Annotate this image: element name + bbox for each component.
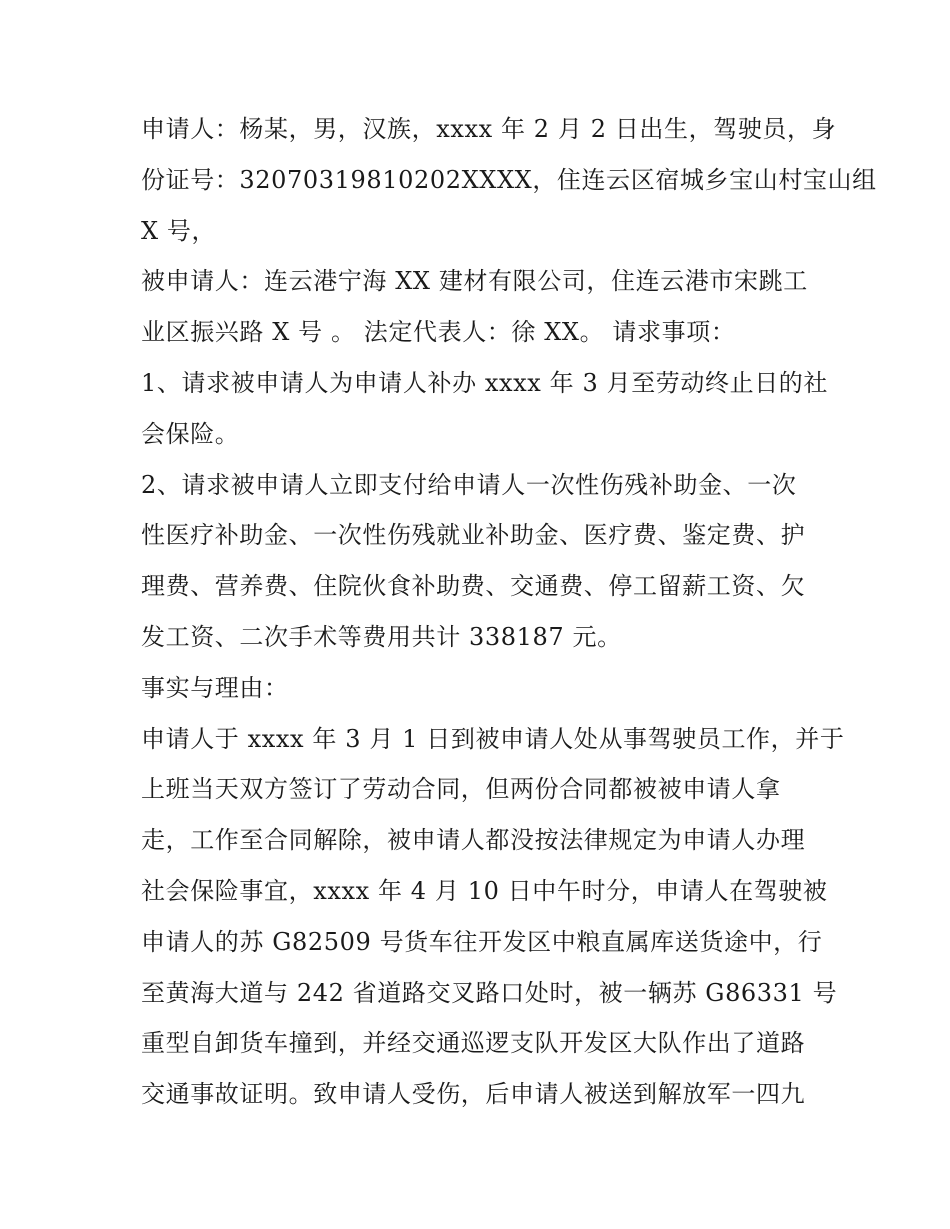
- request-item-1-line-2: 会保险。: [141, 419, 240, 448]
- facts-line-3: 走，工作至合同解除，被申请人都没按法律规定为申请人办理: [141, 826, 806, 855]
- facts-line-2: 上班当天双方签订了劳动合同，但两份合同都被被申请人拿: [141, 775, 781, 804]
- applicant-line-1: 申请人：杨某，男，汉族，xxxx 年 2 月 2 日出生，驾驶员，身: [141, 115, 837, 143]
- facts-line-8: 交通事故证明。致申请人受伤，后申请人被送到解放军一四九: [141, 1080, 806, 1109]
- request-item-1-line-1: 1、请求被申请人为申请人补办 xxxx 年 3 月至劳动终止日的社: [141, 368, 828, 397]
- facts-line-6: 至黄海大道与 242 省道路交叉路口处时，被一辆苏 G86331 号: [141, 978, 838, 1007]
- request-item-2-line-1: 2、请求被申请人立即支付给申请人一次性伤残补助金、一次: [141, 470, 797, 499]
- facts-line-1: 申请人于 xxxx 年 3 月 1 日到被申请人处从事驾驶员工作，并于: [141, 724, 845, 753]
- respondent-line-2: 业区振兴路 X 号 。 法定代表人：徐 XX。 请求事项：: [141, 318, 736, 347]
- facts-heading: 事实与理由：: [141, 673, 289, 702]
- request-item-2-line-3: 理费、营养费、住院伙食补助费、交通费、停工留薪工资、欠: [141, 572, 806, 601]
- request-item-2-line-4: 发工资、二次手术等费用共计 338187 元。: [141, 622, 622, 651]
- document-body: [141, 108, 877, 1124]
- facts-line-4: 社会保险事宜，xxxx 年 4 月 10 日中午时分，申请人在驾驶被: [141, 876, 828, 905]
- facts-line-5: 申请人的苏 G82509 号货车往开发区中粮直属库送货途中，行: [141, 927, 823, 956]
- respondent-line-1: 被申请人：连云港宁海 XX 建材有限公司，住连云港市宋跳工: [141, 267, 808, 296]
- applicant-line-3: X 号，: [141, 216, 217, 245]
- applicant-line-2: 份证号：32070319810202XXXX，住连云区宿城乡宝山村宝山组: [141, 165, 877, 194]
- request-item-2-line-2: 性医疗补助金、一次性伤残就业补助金、医疗费、鉴定费、护: [141, 521, 806, 550]
- facts-line-7: 重型自卸货车撞到，并经交通巡逻支队开发区大队作出了道路: [141, 1029, 806, 1058]
